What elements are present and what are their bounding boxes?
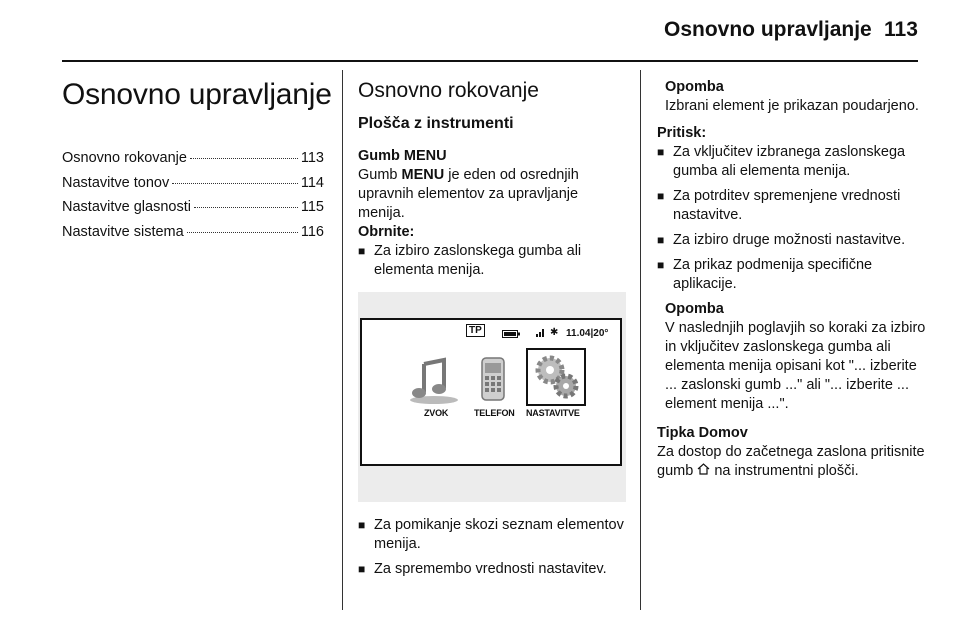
turn-bullets-b (358, 516, 626, 579)
bullet-item: ■ Za pomikanje skozi seznam elementov menija. (358, 516, 626, 554)
home-button-description: Za dostop do začetnega zaslona pritisnite gumb na instrumentni plošči. (657, 444, 925, 479)
clock-readout: 11.04|20° (566, 328, 609, 339)
toc-item[interactable] (62, 199, 324, 224)
bluetooth-icon: ✱ (550, 327, 559, 338)
toc-leader (187, 232, 298, 233)
bullet-item: ■ Za vključitev izbranega zaslonskega gumba ali elementa menija. (657, 143, 932, 181)
bullet-item: ■ Za potrditev spremenjene vrednosti nastavitve. (657, 187, 932, 225)
tp-indicator: TP (466, 324, 485, 337)
section-heading: Osnovno rokovanje (358, 79, 539, 102)
column-right (657, 78, 932, 481)
note-label: Opomba (665, 79, 724, 95)
press-label: Pritisk: (657, 125, 707, 141)
display-illustration (358, 292, 626, 502)
phone-label: TELEFON (474, 408, 515, 418)
table-of-contents (62, 150, 324, 248)
press-bullets (657, 143, 932, 294)
sound-label: ZVOK (424, 408, 449, 418)
toc-item-label: Nastavitve sistema (62, 223, 184, 240)
gear-icon (528, 350, 584, 404)
phone-icon (464, 354, 520, 406)
subsection-heading: Plošča z instrumenti (358, 115, 514, 132)
note-block (665, 300, 932, 414)
signal-icon (536, 325, 546, 344)
bullet-item: ■ Za izbiro zaslonskega gumba ali elementa menija. (358, 242, 626, 280)
toc-item[interactable] (62, 150, 324, 175)
column-divider-right (640, 70, 641, 610)
settings-tile[interactable] (526, 348, 586, 406)
toc-leader (194, 207, 298, 208)
toc-item-page: 116 (300, 223, 324, 240)
toc-leader (172, 183, 298, 184)
toc-leader (190, 158, 298, 159)
display-screen (360, 318, 622, 466)
toc-item[interactable] (62, 175, 324, 200)
toc-item-label: Nastavitve tonov (62, 174, 170, 191)
bullet-item: ■ Za spremembo vrednosti nastavitev. (358, 560, 626, 579)
phone-tile[interactable] (464, 354, 520, 406)
bullet-item: ■ Za prikaz podmenija specifične aplikacije. (657, 256, 932, 294)
column-divider-left (342, 70, 343, 610)
menu-button-description: Gumb MENU je eden od osrednjih upravnih elementov za upravljanje menija. (358, 167, 579, 221)
turn-label: Obrnite: (358, 224, 415, 240)
note-block (665, 78, 932, 116)
toc-item-label: Osnovno rokovanje (62, 150, 187, 166)
battery-icon (502, 326, 520, 345)
note-text: V naslednjih poglavjih so koraki za izbiro in vključitev zaslonskega gumba ali elementa menija opisani kot "... izberite ... zaslonski gumb ..." ali "... izberite ... element menija ...". (665, 320, 926, 412)
toc-item-page: 115 (300, 199, 324, 215)
note-text: Izbrani element je prikazan poudarjeno. (665, 98, 919, 114)
menu-button-heading: Gumb MENU (358, 148, 447, 164)
bullet-item: ■ Za izbiro druge možnosti nastavitve. (657, 231, 932, 250)
settings-label: NASTAVITVE (526, 408, 580, 418)
toc-item-label: Nastavitve glasnosti (62, 199, 191, 215)
home-button-heading: Tipka Domov (657, 425, 748, 441)
home-icon (697, 462, 710, 481)
note-label: Opomba (665, 301, 724, 317)
toc-item[interactable] (62, 224, 324, 249)
toc-item-page: 113 (300, 150, 324, 166)
running-header-title: Osnovno upravljanje (664, 18, 872, 41)
chapter-title: Osnovno upravljanje (62, 78, 332, 111)
header-rule (62, 60, 918, 62)
turn-bullets-a (358, 242, 626, 280)
column-middle (358, 78, 626, 585)
music-note-icon (404, 354, 460, 406)
sound-tile[interactable] (404, 354, 460, 406)
page-number: 113 (884, 18, 918, 41)
toc-item-page: 114 (300, 174, 324, 191)
